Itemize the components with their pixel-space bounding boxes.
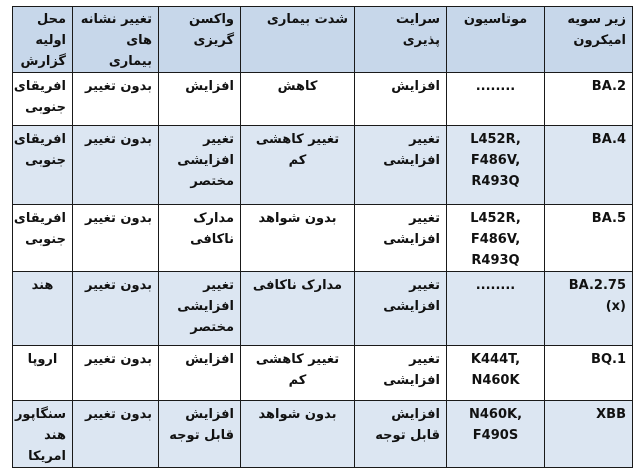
omicron-subvariant-table — [12, 6, 633, 468]
cell-first-report: اروپا — [13, 346, 73, 401]
cell-symptom-change: بدون تغییر — [73, 346, 159, 401]
cell-transmissibility: تغییر افزایشی — [355, 126, 447, 205]
cell-mutation: N460K, F490S — [447, 401, 545, 468]
cell-first-report: افریقای جنوبی — [13, 126, 73, 205]
cell-first-report: افریقای جنوبی — [13, 205, 73, 272]
cell-severity: تغییر کاهشی کم — [241, 346, 355, 401]
cell-severity: مدارک ناکافی — [241, 272, 355, 346]
cell-severity: بدون شواهد — [241, 401, 355, 468]
cell-transmissibility: افزایش قابل توجه — [355, 401, 447, 468]
header-first-report: محل اولیه گزارش — [13, 7, 73, 73]
header-mutation: موتاسیون — [447, 7, 545, 73]
header-row — [13, 7, 633, 73]
cell-mutation: L452R, F486V, R493Q — [447, 205, 545, 272]
cell-transmissibility: تغییر افزایشی — [355, 346, 447, 401]
cell-vaccine-escape: افزایش — [159, 346, 241, 401]
cell-vaccine-escape: تغییر افزایشی مختصر — [159, 272, 241, 346]
cell-mutation: K444T, N460K — [447, 346, 545, 401]
cell-severity: کاهش — [241, 73, 355, 126]
cell-symptom-change: بدون تغییر — [73, 73, 159, 126]
table-row — [13, 126, 633, 205]
cell-symptom-change: بدون تغییر — [73, 205, 159, 272]
cell-subvariant: XBB — [545, 401, 633, 468]
cell-transmissibility: تغییر افزایشی — [355, 205, 447, 272]
cell-transmissibility: تغییر افزایشی — [355, 272, 447, 346]
table-row — [13, 346, 633, 401]
cell-symptom-change: بدون تغییر — [73, 126, 159, 205]
header-transmissibility: سرایت پذیری — [355, 7, 447, 73]
table-row — [13, 205, 633, 272]
cell-subvariant: BA.2 — [545, 73, 633, 126]
cell-transmissibility: افزایش — [355, 73, 447, 126]
cell-severity: تغییر کاهشی کم — [241, 126, 355, 205]
table-row — [13, 401, 633, 468]
cell-subvariant: BQ.1 — [545, 346, 633, 401]
cell-mutation: L452R, F486V, R493Q — [447, 126, 545, 205]
cell-vaccine-escape: افزایش قابل توجه — [159, 401, 241, 468]
header-symptom-change: تغییر نشانه های بیماری — [73, 7, 159, 73]
cell-first-report: سنگاپور هند امریکا — [13, 401, 73, 468]
cell-symptom-change: بدون تغییر — [73, 272, 159, 346]
cell-severity: بدون شواهد — [241, 205, 355, 272]
cell-subvariant: BA.5 — [545, 205, 633, 272]
cell-symptom-change: بدون تغییر — [73, 401, 159, 468]
cell-mutation: ........ — [447, 73, 545, 126]
table-row — [13, 73, 633, 126]
header-vaccine-escape: واکسن گریزی — [159, 7, 241, 73]
table-row — [13, 272, 633, 346]
header-severity: شدت بیماری — [241, 7, 355, 73]
cell-first-report: افریقای جنوبی — [13, 73, 73, 126]
cell-vaccine-escape: مدارک ناکافی — [159, 205, 241, 272]
header-subvariant: زیر سویه امیکرون — [545, 7, 633, 73]
cell-vaccine-escape: تغییر افزایشی مختصر — [159, 126, 241, 205]
cell-subvariant: BA.2.75 (x) — [545, 272, 633, 346]
cell-subvariant: BA.4 — [545, 126, 633, 205]
cell-mutation: ........ — [447, 272, 545, 346]
cell-vaccine-escape: افزایش — [159, 73, 241, 126]
cell-first-report: هند — [13, 272, 73, 346]
